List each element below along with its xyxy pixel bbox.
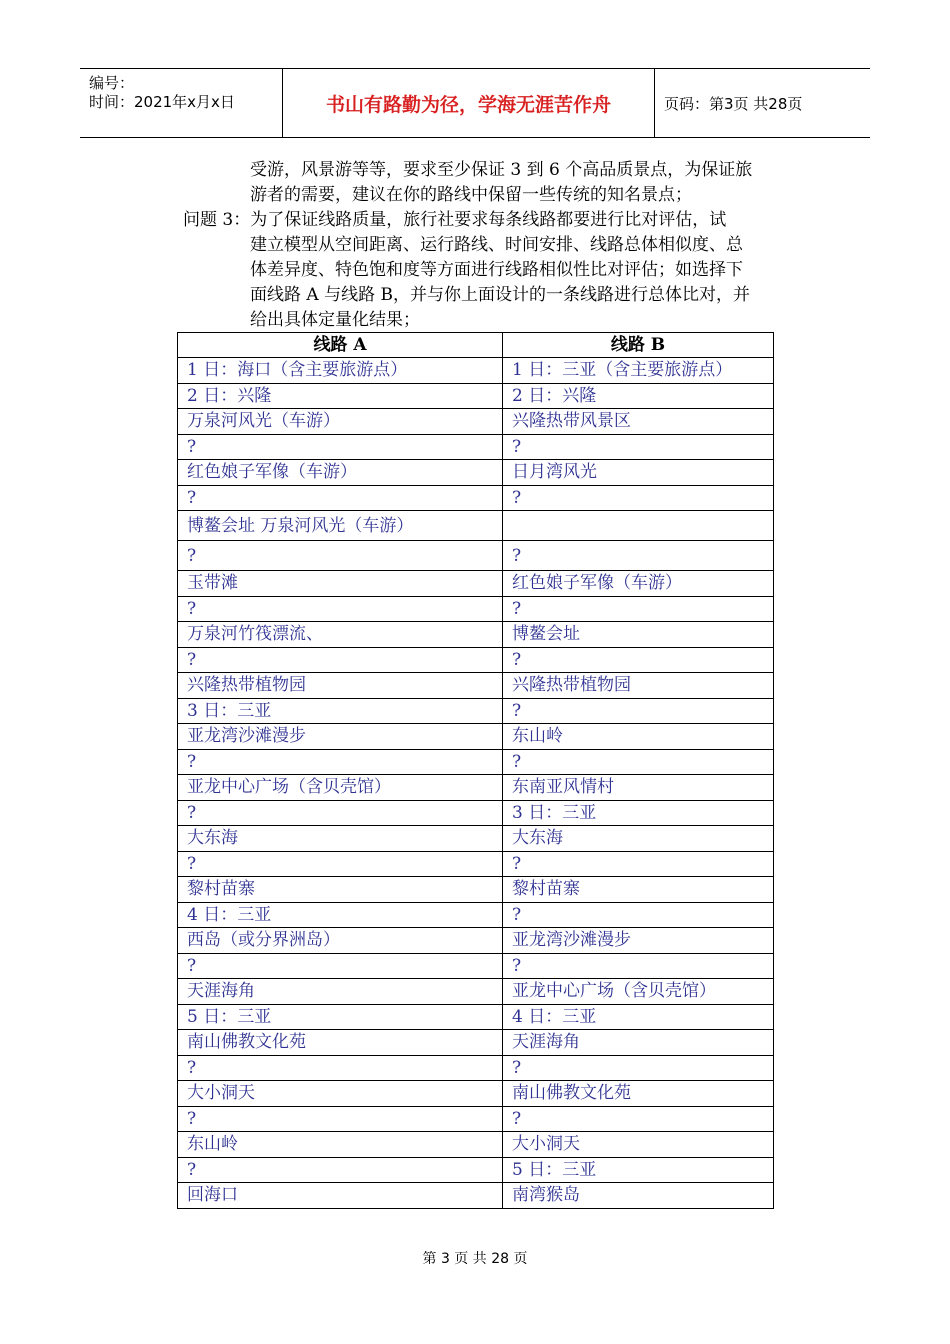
body-line: 游者的需要，建议在你的路线中保留一些传统的知名景点； xyxy=(250,185,692,205)
route-a-cell: ? xyxy=(178,953,503,979)
route-b-cell: ? xyxy=(503,749,774,775)
table-row xyxy=(178,673,774,699)
route-b-cell: 日月湾风光 xyxy=(503,460,774,486)
route-a-cell: ? xyxy=(178,1106,503,1132)
table-row xyxy=(178,596,774,622)
route-a-cell: 1 日：海口（含主要旅游点） xyxy=(178,358,503,384)
route-b-cell: 天涯海角 xyxy=(503,1030,774,1056)
route-a-cell: 万泉河风光（车游） xyxy=(178,409,503,435)
table-row xyxy=(178,775,774,801)
route-b-cell: 东南亚风情村 xyxy=(503,775,774,801)
route-b-cell: ? xyxy=(503,953,774,979)
route-b-cell: 1 日：三亚（含主要旅游点） xyxy=(503,358,774,384)
table-row xyxy=(178,877,774,903)
route-a-cell: ? xyxy=(178,749,503,775)
route-a-cell: ? xyxy=(178,800,503,826)
route-b-cell: 兴隆热带风景区 xyxy=(503,409,774,435)
table-row xyxy=(178,1183,774,1209)
table-row xyxy=(178,434,774,460)
route-b-cell: 博鳌会址 xyxy=(503,622,774,648)
route-b-cell: ? xyxy=(503,434,774,460)
route-a-cell: 亚龙湾沙滩漫步 xyxy=(178,724,503,750)
route-a-cell: 回海口 xyxy=(178,1183,503,1209)
route-b-cell: ? xyxy=(503,851,774,877)
route-b-cell: ? xyxy=(503,698,774,724)
table-row xyxy=(178,647,774,673)
route-b-cell: 红色娘子军像（车游） xyxy=(503,571,774,597)
route-a-cell: 4 日：三亚 xyxy=(178,902,503,928)
route-a-cell: 玉带滩 xyxy=(178,571,503,597)
route-b-cell: 5 日：三亚 xyxy=(503,1157,774,1183)
table-row xyxy=(178,1030,774,1056)
route-a-cell: 5 日：三亚 xyxy=(178,1004,503,1030)
table-row xyxy=(178,800,774,826)
table-row xyxy=(178,979,774,1005)
route-a-cell: 博鳌会址 万泉河风光（车游） xyxy=(178,511,503,541)
body-line: 体差异度、特色饱和度等方面进行线路相似性比对评估；如选择下 xyxy=(250,260,743,280)
table-row xyxy=(178,511,774,541)
table-row xyxy=(178,1106,774,1132)
body-line: 问题 3：为了保证线路质量，旅行社要求每条线路都要进行比对评估，试 xyxy=(183,210,727,230)
route-a-cell: 兴隆热带植物园 xyxy=(178,673,503,699)
route-b-cell: 亚龙湾沙滩漫步 xyxy=(503,928,774,954)
route-a-cell: 2 日：兴隆 xyxy=(178,383,503,409)
table-row xyxy=(178,358,774,384)
route-b-cell: ? xyxy=(503,1106,774,1132)
route-b-cell: ? xyxy=(503,485,774,511)
route-a-cell: 3 日：三亚 xyxy=(178,698,503,724)
route-b-cell: 亚龙中心广场（含贝壳馆） xyxy=(503,979,774,1005)
route-b-cell: ? xyxy=(503,647,774,673)
route-a-cell: 天涯海角 xyxy=(178,979,503,1005)
header-page-info: 页码：第3页 共28页 xyxy=(664,94,803,113)
body-line: 受游，风景游等等，要求至少保证 3 到 6 个高品质景点，为保证旅 xyxy=(250,160,753,180)
route-b-cell: 东山岭 xyxy=(503,724,774,750)
table-row xyxy=(178,541,774,571)
table-row xyxy=(178,622,774,648)
route-a-cell: 红色娘子军像（车游） xyxy=(178,460,503,486)
route-a-cell: 万泉河竹筏漂流、 xyxy=(178,622,503,648)
route-a-cell: ? xyxy=(178,434,503,460)
route-b-cell: 黎村苗寨 xyxy=(503,877,774,903)
body-line: 给出具体定量化结果； xyxy=(250,310,420,330)
number-label: 编号： xyxy=(89,74,135,92)
table-row xyxy=(178,1055,774,1081)
table-row xyxy=(178,571,774,597)
route-b-cell: 南山佛教文化苑 xyxy=(503,1081,774,1107)
route-b-cell: 4 日：三亚 xyxy=(503,1004,774,1030)
routes-table xyxy=(177,332,774,1209)
time-label: 时间：2021年x月x日 xyxy=(89,93,235,111)
table-row xyxy=(178,1081,774,1107)
table-row xyxy=(178,460,774,486)
route-b-cell: 2 日：兴隆 xyxy=(503,383,774,409)
route-b-cell: 大东海 xyxy=(503,826,774,852)
route-a-cell: 东山岭 xyxy=(178,1132,503,1158)
table-row xyxy=(178,383,774,409)
table-row xyxy=(178,698,774,724)
body-line: 建立模型从空间距离、运行路线、时间安排、线路总体相似度、总 xyxy=(250,235,743,255)
route-b-header: 线路 B xyxy=(503,333,774,358)
route-b-cell xyxy=(503,511,774,541)
route-b-cell: 大小洞天 xyxy=(503,1132,774,1158)
table-row xyxy=(178,902,774,928)
table-row xyxy=(178,826,774,852)
header-motto: 书山有路勤为径，学海无涯苦作舟 xyxy=(283,69,655,137)
table-header-row xyxy=(178,333,774,358)
route-a-cell: ? xyxy=(178,1157,503,1183)
route-b-cell: ? xyxy=(503,902,774,928)
table-row xyxy=(178,851,774,877)
route-a-cell: 大东海 xyxy=(178,826,503,852)
route-b-cell: 3 日：三亚 xyxy=(503,800,774,826)
table-row xyxy=(178,1157,774,1183)
route-b-cell: ? xyxy=(503,541,774,571)
table-row xyxy=(178,409,774,435)
route-a-cell: 黎村苗寨 xyxy=(178,877,503,903)
route-b-cell: 南湾猴岛 xyxy=(503,1183,774,1209)
route-a-cell: 亚龙中心广场（含贝壳馆） xyxy=(178,775,503,801)
route-a-cell: ? xyxy=(178,596,503,622)
table-row xyxy=(178,953,774,979)
page-footer: 第 3 页 共 28 页 xyxy=(422,1251,528,1267)
route-a-cell: ? xyxy=(178,1055,503,1081)
route-a-cell: ? xyxy=(178,851,503,877)
body-line: 面线路 A 与线路 B，并与你上面设计的一条线路进行总体比对，并 xyxy=(250,285,750,305)
table-row xyxy=(178,485,774,511)
table-row xyxy=(178,1132,774,1158)
route-b-cell: ? xyxy=(503,1055,774,1081)
route-b-cell: 兴隆热带植物园 xyxy=(503,673,774,699)
header-meta xyxy=(80,69,283,137)
route-a-cell: 大小洞天 xyxy=(178,1081,503,1107)
table-row xyxy=(178,928,774,954)
route-a-cell: ? xyxy=(178,647,503,673)
route-a-cell: 南山佛教文化苑 xyxy=(178,1030,503,1056)
route-b-cell: ? xyxy=(503,596,774,622)
table-row xyxy=(178,724,774,750)
route-a-cell: ? xyxy=(178,541,503,571)
table-row xyxy=(178,749,774,775)
route-a-header: 线路 A xyxy=(178,333,503,358)
table-row xyxy=(178,1004,774,1030)
page-header xyxy=(80,68,870,138)
route-a-cell: 西岛（或分界洲岛） xyxy=(178,928,503,954)
route-a-cell: ? xyxy=(178,485,503,511)
